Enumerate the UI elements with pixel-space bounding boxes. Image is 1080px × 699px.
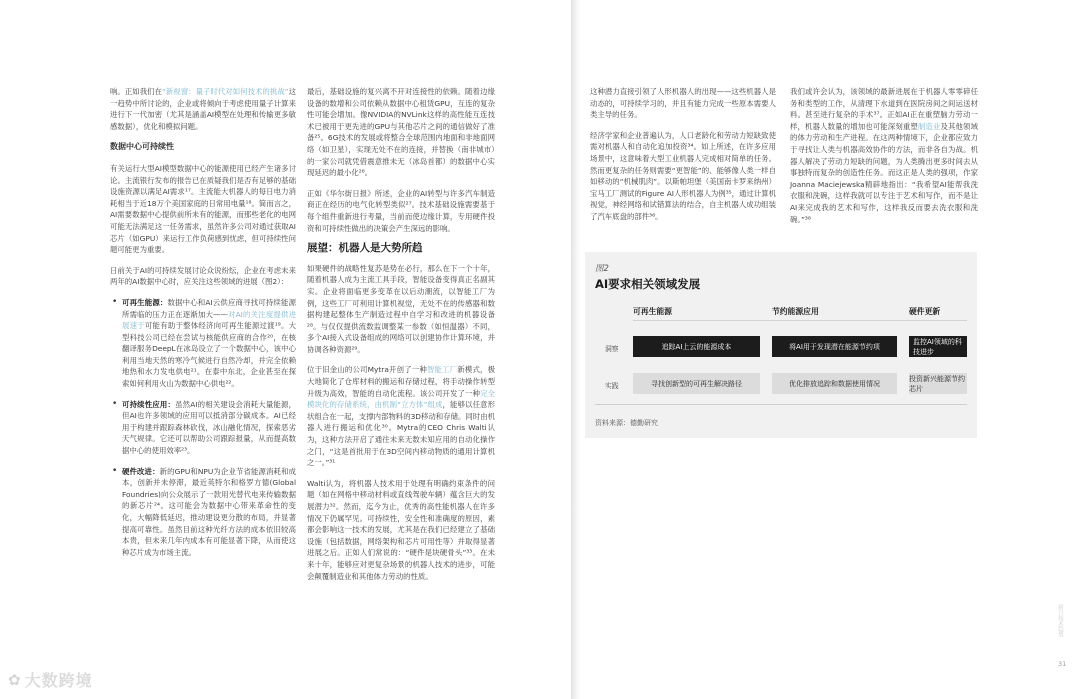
column-header: 可再生能源 bbox=[633, 307, 672, 316]
column-header: 硬件更新 bbox=[909, 307, 941, 316]
watermark-text: 大数跨境 bbox=[24, 671, 93, 690]
row-label: 洞察 bbox=[605, 345, 619, 353]
row-label: 实践 bbox=[605, 382, 619, 390]
figure-source: 资料来源：德勤研究 bbox=[595, 419, 658, 427]
bullet-list bbox=[110, 297, 296, 558]
table-cell: 寻找创新型的可再生解决路径 bbox=[633, 373, 760, 394]
table-cell: 优化排放追踪和数据使用情况 bbox=[772, 373, 897, 394]
watermark bbox=[8, 668, 93, 691]
text-column-1 bbox=[110, 86, 296, 567]
text-column-2 bbox=[307, 86, 495, 591]
inline-link[interactable]: 智能工厂 bbox=[426, 365, 458, 375]
list-item: • 可持续性应用：虽然AI的相关建设会消耗大量能源，但AI也许多领域的应用可以抵消部分碳成本。AI已经用于构建并跟踪森林砍伐，冰山融化情况，探索恶劣天气规律。它还可以帮助公司跟踪报量，从而提高数据中心的使用效率²³。 bbox=[110, 399, 296, 457]
inline-link[interactable]: “新视窗：量子时代对如何技术的挑战” bbox=[162, 87, 289, 96]
paragraph: 位于旧金山的公司Mytra开创了一种智能工厂新模式，极大地简化了仓库材料的搬运和存储过程，将手动操作转型升级为高效，智能的自动化流程。该公司开发了一种完全模块化的存储系统，由机制“立方体”组成，能够以任意形状组合在一起，支撑内部物料的3D移动和存储。同时由机器人进行搬运和优化³⁰。Mytra的CEO Chris Walti认为，这种方法开启了通往未来无数未知应用的自动化操作之门，“这是首批用于在3D空间内移动物质的通用计算机之一。”³¹ bbox=[307, 365, 495, 468]
section-heading: 展望：机器人是大势所趋 bbox=[307, 242, 423, 255]
column-header: 节约能源应用 bbox=[772, 307, 819, 316]
paragraph: Walti认为，将机器人技术用于处理有明确约束条件的问题（如在网格中移动材料或直线驾驶车辆）蕴含巨大的发展潜力³²。然而，迄今为止，优秀的高性能机器人在许多情况下仍属罕见。可持续性，安全性和准确度的原因，素都会影响这一技术的发展，尤其是在我们已经建立了基础设施（包括数据，网络架构和芯片可用性等）并取得显著进展之后。正如人们常说的：“硬件是块硬骨头”³³。在未来十年，能够应对更复杂场景的机器人技术的进步，可能会颠覆制造业和其他体力劳动的性质。 bbox=[307, 478, 495, 581]
paragraph: 这种潜力直接引领了人形机器人的出现——这些机器人是动态的，可持续学习的，并且有能力完成一些原本需要人类主导的任务。 bbox=[590, 87, 776, 120]
paragraph: 如果硬件的战略性复苏是势在必行，那么在下一个十年，随着机器人成为主流工具手段，智能设备变得真正名副其实。企业将面临更多变革在以后动潮流，以智能工厂为例，这些工厂可利用计算机视觉，无处不在的传感器和数据构建起整体生产制造过程中自学习和改进的机器设备²⁸。与仅仅提供流数监调整某一参数（如恒温器）不同，多个AI接入式设备组成的网络可以创建协作计算环境，并协调各种资源²⁹。 bbox=[307, 263, 495, 354]
figure-divider bbox=[595, 404, 967, 405]
figure-label: 图2 bbox=[595, 264, 609, 274]
table-cell: 监控AI领域的科技进步 bbox=[909, 336, 967, 357]
running-side-text: 新兴技术趋势 bbox=[1057, 604, 1063, 637]
list-item: • 可再生能源：数据中心和AI云供应商寻找可持续能源所需临的压力正在逐渐加大——对AI的关注度提供进展速于可能有助于整体经济向可再生能源过渡¹⁹。大型科技公司已经在尝试与核能供应商的合作²⁰，在核翻译服务DeepL在冰岛设立了一个数据中心，该中心利用当地天然的寒冷气候进行自然冷却，并完全依赖地热和水力发电供电²¹。在泰中东北，企业甚至在探索如何利用火山为数据中心供电²²。 bbox=[110, 297, 296, 390]
paragraph: 有关运行大型AI模型数据中心的能源使用已经产生诸多讨论。主流银行发布的报告已在质疑我们是否有足够的基础设施资源以满足AI需求¹⁷。主流能大机器人的每日电力消耗相当于近18万个美国家庭的日常用电量¹⁸。简而言之，AI需要数据中心提供前所未有的能源，而那些老化的电网可能无法满足这一任务需求，虽然许多公司对通过获取AI芯片（如GPU）来运行工作负荷感到忧虑，但可持续性问题可能更为重要。 bbox=[110, 163, 296, 255]
header-divider bbox=[633, 320, 967, 321]
table-cell: 投资新兴能源节约芯片 bbox=[909, 374, 965, 393]
paragraph: 响。正如我们在“新视窗：量子时代对如何技术的挑战”这一趋势中所讨论的，企业或将倾向于考虑使用量子计算来进行下一代加密（尤其是涵盖AI模型在处理和传输更多敏感数据），优化和模拟问题。 bbox=[110, 87, 296, 131]
paragraph: 经济学家和企业普遍认为，人口老龄化和劳动力短缺致使需对机器人和自动化追加投资³⁴。如上所述，在许多应用场景中，这意味着大型工业机器人完成相对简单的任务。然而更复杂的任务则需要“更智能”的、能够像人类一样自如移动的“机械肌肉”。以斯帕坦堡（美国南卡罗来纳州）宝马工厂测试的Figure AI人形机器人为例³⁵，通过计算机视觉，神经网络和试错算法的结合，自主机器人成功组装了汽车底盘的部件³⁶。 bbox=[590, 130, 776, 221]
table-cell: 将AI用于发现潜在能源节约项 bbox=[772, 336, 897, 357]
page-number: 31 bbox=[1058, 660, 1067, 668]
table-cell: 追踪AI上云的能源成本 bbox=[633, 336, 760, 357]
inline-link[interactable]: 对AI的关注度提供进展速于 bbox=[122, 309, 296, 331]
section-heading: 数据中心可持续性 bbox=[110, 142, 174, 152]
paragraph: 我们或许会认为，该领域的最新进展在于机器人零零碎任务和类型的工作，从清理下水道到在医院房间之间运送材料。甚至进行复杂的手术³⁷。正如AI正在重塑脑力劳动一样，机器人数量的增加也可能深刻重塑制造业及其他领域的体力劳动和生产进程。在这两种情境下，企业都应致力于寻找让人类与机器高效协作的方法，而非各自为战。机器人解决了劳动力短缺的问题，为人类腾出更多时间去从事独特而复杂的创造性任务。而这正是人类的强项，作家Joanna Maciejewska精辟地指出：“我希望AI能帮我洗衣服和洗碗，这样我就可以专注于艺术和写作，而不是让AI来完成我的艺术和写作，这样我反而要去洗衣服和洗碗。”³⁸ bbox=[790, 87, 978, 224]
page-spine bbox=[571, 0, 581, 699]
paragraph: 正如《华尔街日报》所述，企业的AI转型与许多汽车制造商正在经历的电气化转型类似²⁷。技术基础设施需要基于每个组件重新进行考量，当前而使边缘计算，专用硬件投资和可持续性做出的决策会产生深远的影响。 bbox=[307, 188, 495, 233]
inline-link[interactable]: 制造业 bbox=[917, 121, 941, 131]
figure-panel bbox=[585, 252, 977, 438]
figure-title: AI要求相关领域发展 bbox=[595, 277, 701, 291]
text-column-3 bbox=[590, 86, 776, 232]
paragraph: 日前关于AI的可持续发展讨论众说纷纭，企业在考虑未来两年的AI数据中心时，应关注这些领域的进展（图2）： bbox=[110, 265, 296, 287]
list-item: • 硬件改进：新的GPU和NPU为企业节省能源消耗和成本，创新并未停滞，最近英特尔和格罗方德(Global Foundries)向公众展示了一款用光替代电来传输数据的新芯片²⁴。这可能会为数据中心带来革命性的变化，大幅降低延迟，推动建设更分散的布局，并显著提高可靠性。虽然目前这种光纤方法的成本依旧较高本贵，但未来几年内成本有可能显著下降，从而使这种芯片成为市场主流。 bbox=[110, 466, 296, 559]
paragraph: 最后，基础设施的复兴离不开对连接性的依赖。随着边缘设备的数增和公司依赖从数据中心租赁GPU，互连的复杂性可能会增加。像NVIDIA的NVLink这样的高性能互连技术已被用于更先进的GPU与其他芯片之间的通信做好了准备²⁵。6G技术的发展或将整合全球范围内地面和非地面网络（如卫星），实现无处不在的连接，并替换（南非城市）的一家公司就凭借震意推未无（冰岛首都）的数据中心实现延迟的最小化²⁶。 bbox=[307, 87, 495, 178]
watermark-logo-icon: ✿ bbox=[8, 670, 21, 689]
inline-link[interactable]: 完全模块化的存储系统，由机制“立方体”组成 bbox=[307, 388, 495, 410]
text-column-4 bbox=[790, 86, 978, 234]
